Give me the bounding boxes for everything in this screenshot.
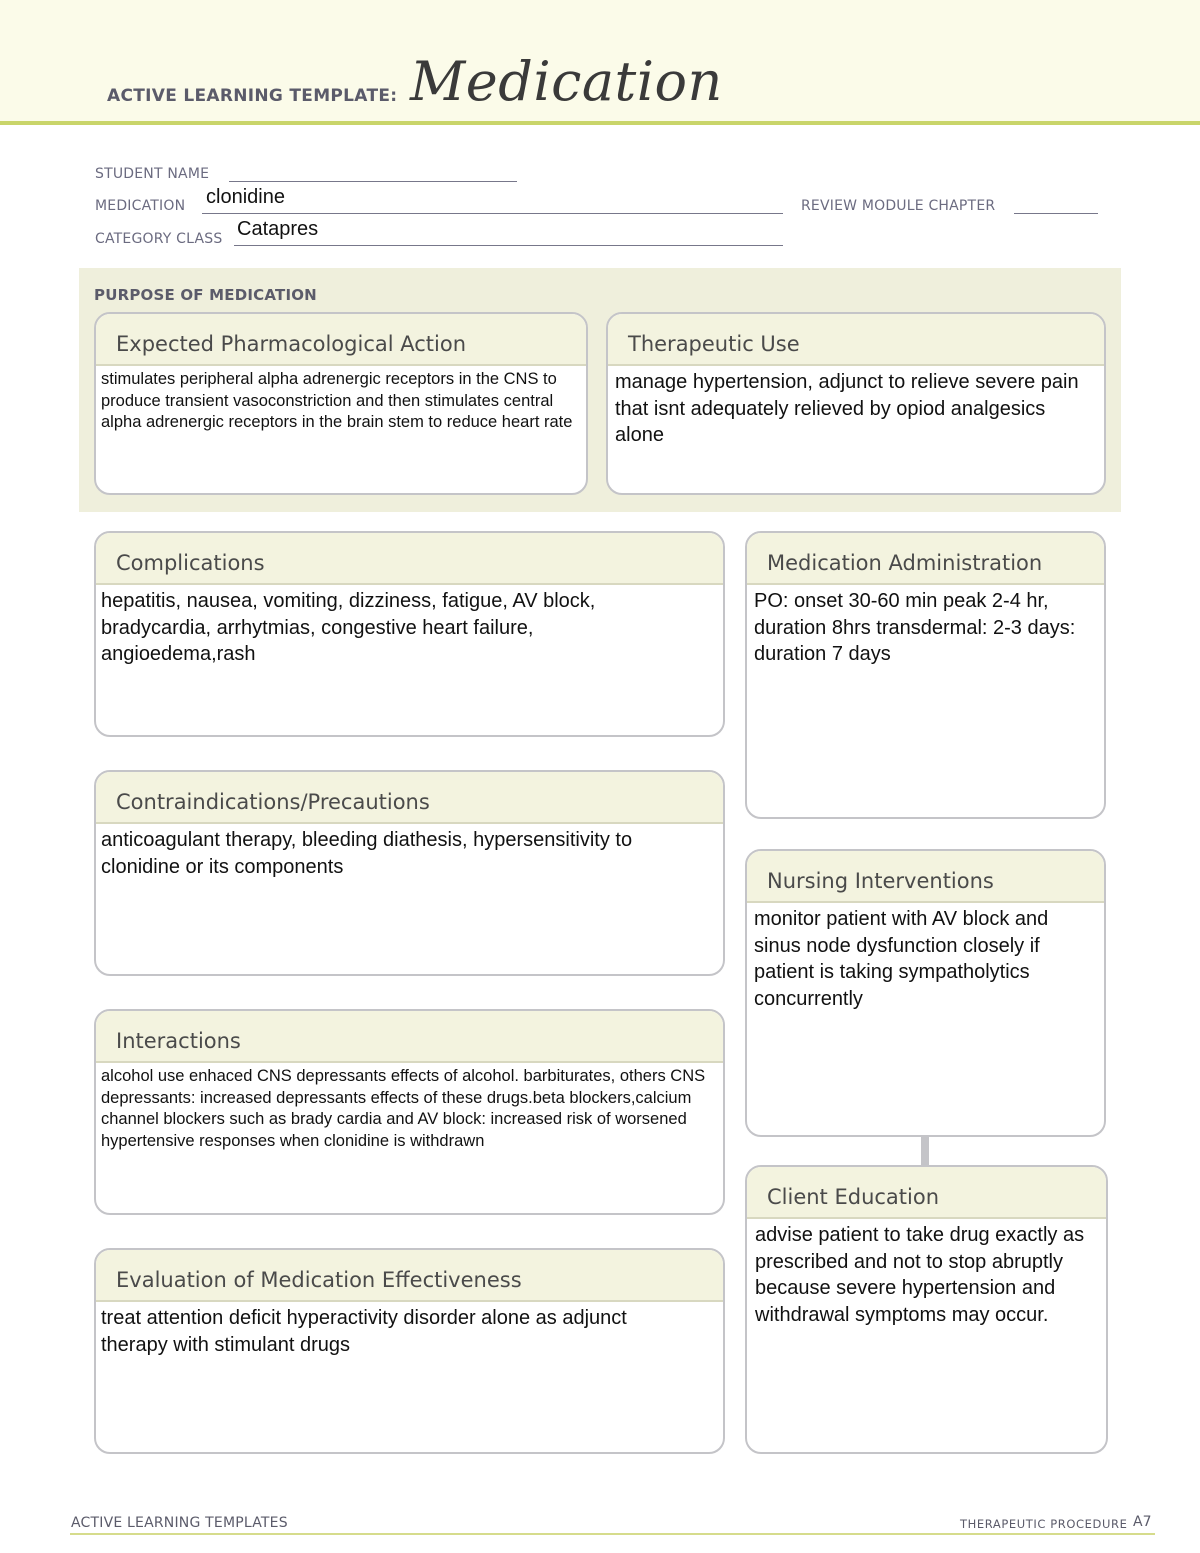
section-connector xyxy=(921,1135,929,1165)
evaluation-box[interactable] xyxy=(94,1248,725,1454)
review-module-label: REVIEW MODULE CHAPTER xyxy=(801,198,996,214)
complications-text: hepatitis, nausea, vomiting, dizziness, fatigue, AV block, bradycardia, arrhytmias, congestive heart failure, angioedema,rash xyxy=(101,590,596,665)
purpose-heading: PURPOSE OF MEDICATION xyxy=(94,286,317,304)
interactions-title: Interactions xyxy=(116,1029,241,1053)
therapeutic-use-text: manage hypertension, adjunct to relieve severe pain that isnt adequately relieved by opiod analgesics alone xyxy=(615,371,1079,446)
medication-label: MEDICATION xyxy=(95,198,186,214)
header-divider xyxy=(0,121,1200,125)
interactions-text: alcohol use enhaced CNS depressants effects of alcohol. barbiturates, others CNS depressants: increased depressants effects of these drugs.beta blockers,calcium channel blockers such as brady cardia and AV block: increased risk of worsened hypertensive responses when clonidine is withdrawn xyxy=(101,1067,706,1150)
expected-action-header xyxy=(96,314,586,366)
administration-box[interactable] xyxy=(745,531,1106,819)
evaluation-title: Evaluation of Medication Effectiveness xyxy=(116,1268,522,1292)
contraindications-box[interactable] xyxy=(94,770,725,976)
complications-box[interactable] xyxy=(94,531,725,737)
therapeutic-use-box[interactable] xyxy=(606,312,1106,495)
education-title: Client Education xyxy=(767,1185,940,1209)
student-name-label: STUDENT NAME xyxy=(95,166,210,182)
contraindications-header xyxy=(96,772,723,824)
category-class-value: Catapres xyxy=(237,218,319,240)
complications-title: Complications xyxy=(116,551,265,575)
page-title: Medication xyxy=(410,50,723,113)
footer-right-label: THERAPEUTIC PROCEDURE xyxy=(960,1517,1128,1531)
footer-left-label: ACTIVE LEARNING TEMPLATES xyxy=(71,1515,288,1531)
contraindications-text: anticoagulant therapy, bleeding diathesis, hypersensitivity to clonidine or its components xyxy=(101,829,633,878)
therapeutic-use-title: Therapeutic Use xyxy=(628,332,800,356)
template-label: ACTIVE LEARNING TEMPLATE: xyxy=(107,86,398,106)
interactions-header xyxy=(96,1011,723,1063)
education-text: advise patient to take drug exactly as prescribed and not to stop abruptly because severe hypertension and withdrawal symptoms may occur. xyxy=(755,1224,1085,1326)
education-header xyxy=(747,1167,1106,1219)
footer-page-number: A7 xyxy=(1133,1514,1152,1530)
expected-action-box[interactable] xyxy=(94,312,588,495)
category-class-label: CATEGORY CLASS xyxy=(95,231,223,247)
review-module-field[interactable] xyxy=(1014,213,1098,214)
nursing-title: Nursing Interventions xyxy=(767,869,994,893)
administration-text: PO: onset 30-60 min peak 2-4 hr, duration 8hrs transdermal: 2-3 days: duration 7 days xyxy=(754,590,1076,665)
category-class-field[interactable] xyxy=(234,245,783,246)
evaluation-text: treat attention deficit hyperactivity disorder alone as adjunct therapy with stimulant drugs xyxy=(101,1307,627,1356)
nursing-header xyxy=(747,851,1104,903)
education-box[interactable] xyxy=(745,1165,1108,1454)
therapeutic-use-header xyxy=(608,314,1104,366)
expected-action-title: Expected Pharmacological Action xyxy=(116,332,467,356)
footer-divider xyxy=(70,1533,1155,1535)
medication-value: clonidine xyxy=(206,186,285,208)
nursing-box[interactable] xyxy=(745,849,1106,1137)
complications-header xyxy=(96,533,723,585)
expected-action-text: stimulates peripheral alpha adrenergic receptors in the CNS to produce transient vasoconstriction and then stimulates central alpha adrenergic receptors in the brain stem to reduce heart rate xyxy=(101,370,573,431)
medication-field[interactable] xyxy=(202,213,783,214)
evaluation-header xyxy=(96,1250,723,1302)
administration-header xyxy=(747,533,1104,585)
student-name-field[interactable] xyxy=(229,181,517,182)
administration-title: Medication Administration xyxy=(767,551,1043,575)
interactions-box[interactable] xyxy=(94,1009,725,1215)
nursing-text: monitor patient with AV block and sinus node dysfunction closely if patient is taking sympatholytics concurrently xyxy=(754,908,1049,1010)
contraindications-title: Contraindications/Precautions xyxy=(116,790,430,814)
